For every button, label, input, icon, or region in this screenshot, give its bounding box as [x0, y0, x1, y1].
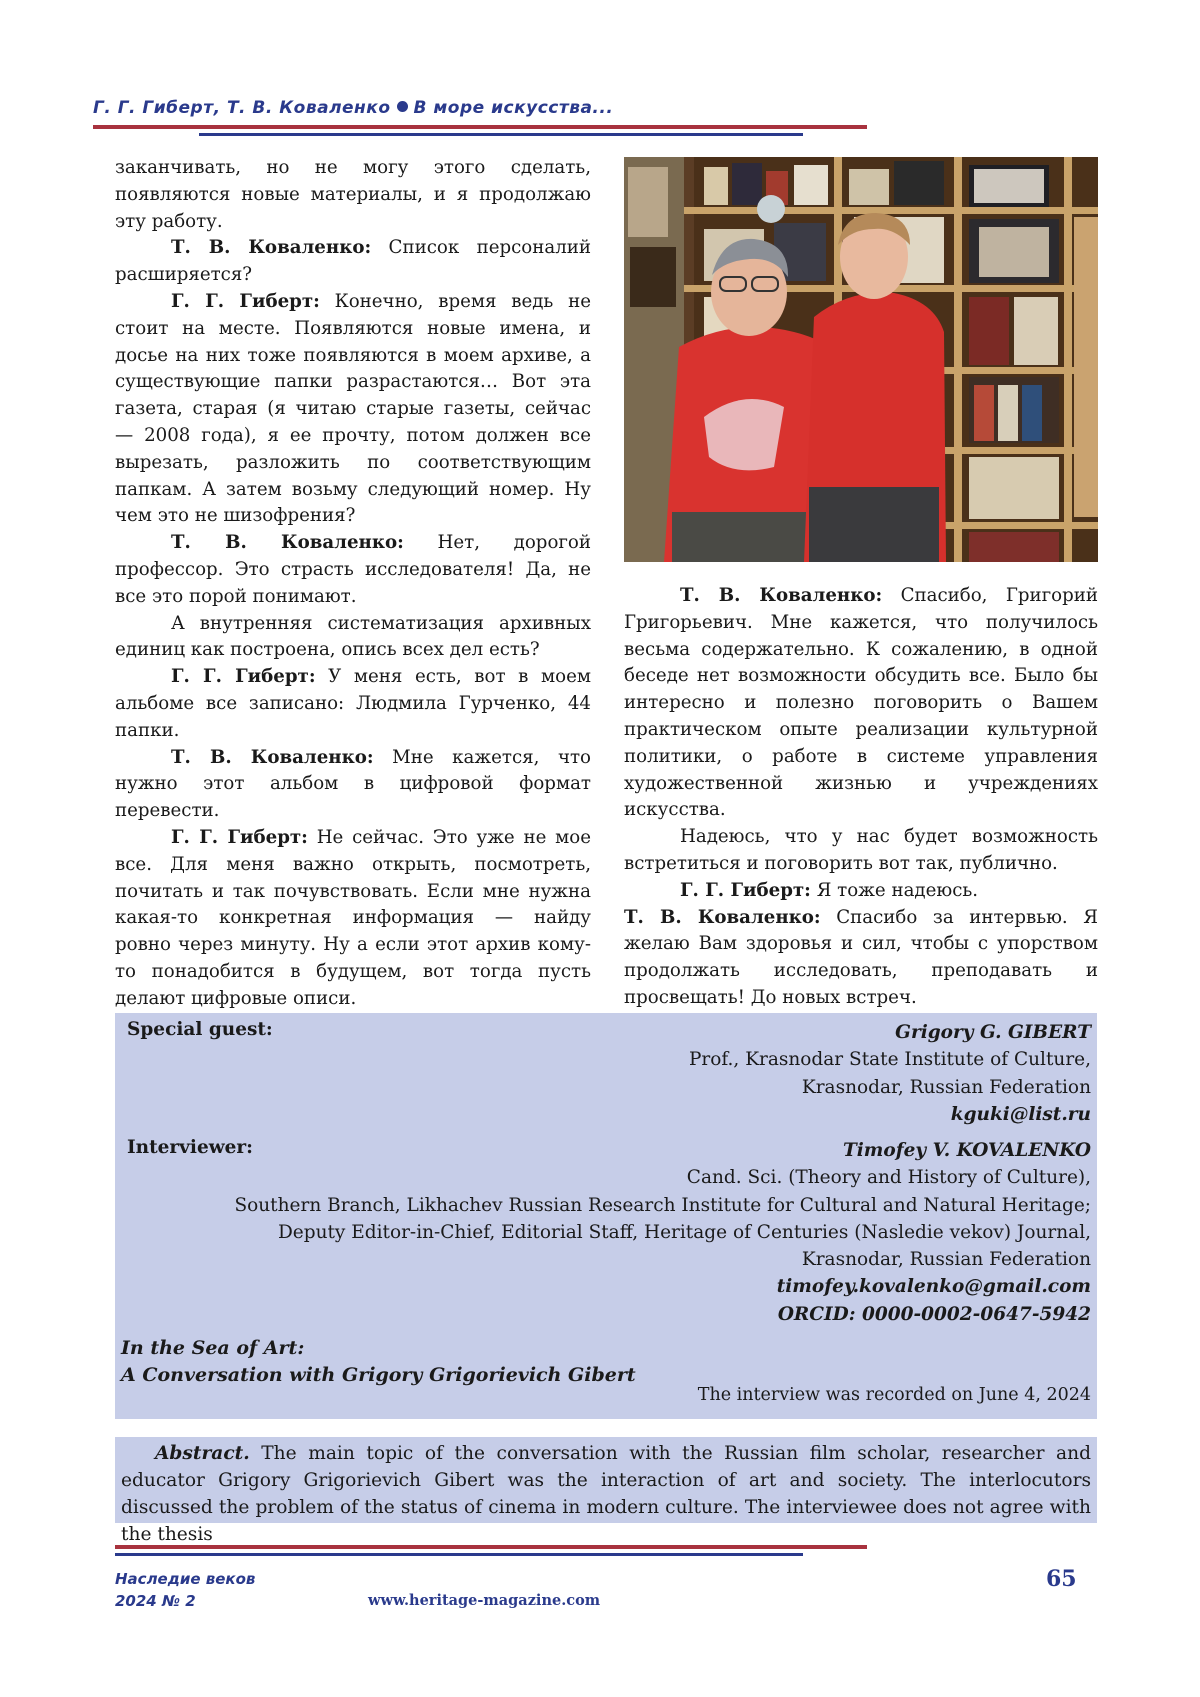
dialogue-paragraph	[115, 235, 591, 289]
special-guest-label: Special guest:	[127, 1019, 273, 1040]
journal-issue: 2024 № 2	[115, 1592, 196, 1610]
paragraph-text: Не сейчас. Это уже не мое все. Для меня важно открыть, посмотреть, почитать и так почувствовать. Если мне нужна какая-то конкретная информация — найду ровно через минуту. Ну а если этот архив кому-то понадобится в будущем, вот тогда пусть делают цифровые описи.	[115, 826, 591, 1009]
right-column	[624, 583, 1098, 1012]
abstract-label: Abstract.	[155, 1443, 250, 1464]
paragraph-text: Мне кажется, что нужно этот альбом в цифровой формат перевести.	[115, 746, 591, 822]
interviewer-degree: Cand. Sci. (Theory and History of Culture),	[686, 1167, 1091, 1189]
speaker-name: Т. В. Коваленко:	[680, 585, 883, 606]
english-title-line2: A Conversation with Grigory Grigorievich Gibert	[121, 1364, 636, 1386]
recorded-date: The interview was recorded on June 4, 2024	[697, 1385, 1091, 1405]
dialogue-paragraph	[115, 611, 591, 665]
interviewer-email: timofey.kovalenko@gmail.com	[776, 1276, 1091, 1298]
interview-photo	[624, 157, 1098, 562]
guest-email: kguki@list.ru	[950, 1103, 1091, 1125]
guest-details	[689, 1019, 1091, 1128]
dialogue-paragraph	[115, 745, 591, 825]
speaker-name: Г. Г. Гиберт:	[171, 666, 316, 688]
paragraph-text: заканчивать, но не могу этого сделать, появляются новые материалы, и я продолжаю эту работу.	[115, 157, 591, 232]
paragraph-text: Нет, дорогой профессор. Это страсть исследователя! Да, не все это порой понимают.	[115, 532, 591, 607]
paragraph-text: У меня есть, вот в моем альбоме все записано: Людмила Гурченко, 44 папки.	[115, 666, 591, 741]
interviewer-label: Interviewer:	[127, 1137, 253, 1158]
interviewer-name: Timofey V. KOVALENKO	[843, 1140, 1091, 1161]
english-title-line1: In the Sea of Art:	[121, 1337, 305, 1359]
dialogue-paragraph	[115, 825, 591, 1013]
footer-rule-blue	[115, 1553, 803, 1556]
dialogue-paragraph	[115, 664, 591, 744]
speaker-name: Т. В. Коваленко:	[171, 532, 404, 554]
paragraph-text: Я тоже надеюсь.	[810, 879, 979, 901]
paragraph-text: Спасибо за интервью. Я желаю Вам здоровья и сил, чтобы с упорством продолжать исследовать, преподавать и просвещать! До новых встреч.	[624, 906, 1098, 1008]
photo-illustration	[624, 157, 1098, 562]
speaker-name: Т. В. Коваленко:	[171, 746, 374, 768]
running-head	[93, 98, 613, 118]
paragraph-text: Спасибо, Григорий Григорьевич. Мне кажется, что получилось весьма содержательно. К сожалению, в одной беседе нет возможности обсудить все. Было бы интересно и полезно поговорить о Вашем практическом опыте реализации культурной политики, о работе в системе управления художественной жизнью и учреждениях искусства.	[624, 585, 1098, 821]
paragraph-text: Конечно, время ведь не стоит на месте. Появляются новые имена, и досье на них тоже появляются в моем архиве, а существующие папки разрастаются… Вот эта газета, старая (я читаю старые газеты, сейчас — 2008 года), я ее прочту, потом должен все вырезать, разложить по соответствующим папкам. А затем возьму следующий номер. Ну чем это не шизофрения?	[115, 290, 591, 527]
dialogue-paragraph	[624, 824, 1098, 878]
abstract-text: The main topic of the conversation with the Russian film scholar, researcher and educator Grigory Grigorievich Gibert was the interaction of art and society. The interlocutors discussed the problem of the status of cinema in modern culture. The interviewee does not agree with the thesis	[121, 1443, 1091, 1545]
footer-url[interactable]: www.heritage-magazine.com	[368, 1592, 601, 1609]
abstract-box	[115, 1437, 1097, 1545]
paragraph-text: Список персоналий расширяется?	[115, 237, 591, 286]
interviewer-location: Krasnodar, Russian Federation	[801, 1249, 1091, 1271]
interviewer-branch: Southern Branch, Likhachev Russian Research Institute for Cultural and Natural Heritage;	[234, 1194, 1091, 1216]
footer-rule-red	[115, 1545, 867, 1549]
header-rule-red	[93, 125, 867, 129]
guest-name: Grigory G. GIBERT	[895, 1022, 1091, 1043]
speaker-name: Т. В. Коваленко:	[624, 906, 821, 928]
header-rule-blue	[199, 133, 803, 136]
guest-affiliation: Prof., Krasnodar State Institute of Culture,	[688, 1049, 1091, 1071]
speaker-name: Г. Г. Гиберт:	[171, 290, 320, 312]
interviewer-orcid: ORCID: 0000-0002-0647-5942	[777, 1303, 1091, 1325]
interviewer-details	[234, 1137, 1091, 1328]
dialogue-paragraph	[115, 289, 591, 530]
english-title	[121, 1335, 636, 1389]
interviewer-position: Deputy Editor-in-Chief, Editorial Staff, Heritage of Centuries (Nasledie vekov) Journal,	[277, 1221, 1091, 1243]
dialogue-paragraph	[624, 905, 1098, 1012]
dialogue-paragraph	[115, 530, 591, 610]
running-head-authors: Г. Г. Гиберт, Т. В. Коваленко	[93, 98, 391, 118]
abstract-paragraph	[115, 1437, 1097, 1548]
guest-info-box	[115, 1013, 1097, 1419]
page-number: 65	[1046, 1566, 1077, 1592]
running-head-title: В море искусства...	[413, 98, 614, 118]
speaker-name: Г. Г. Гиберт:	[680, 879, 811, 901]
dialogue-paragraph	[115, 155, 591, 235]
dialogue-paragraph	[624, 583, 1098, 824]
footer-journal	[115, 1568, 255, 1612]
journal-name: Наследие веков	[115, 1570, 256, 1588]
paragraph-text: Надеюсь, что у нас будет возможность встретиться и поговорить вот так, публично.	[624, 826, 1098, 874]
paragraph-text: А внутренняя систематизация архивных единиц как построена, опись всех дел есть?	[115, 612, 591, 661]
bullet-dot-icon	[397, 101, 408, 112]
speaker-name: Г. Г. Гиберт:	[171, 826, 308, 848]
guest-location: Krasnodar, Russian Federation	[801, 1076, 1091, 1098]
left-column	[115, 155, 591, 1013]
dialogue-paragraph	[624, 878, 1098, 905]
speaker-name: Т. В. Коваленко:	[171, 237, 372, 259]
